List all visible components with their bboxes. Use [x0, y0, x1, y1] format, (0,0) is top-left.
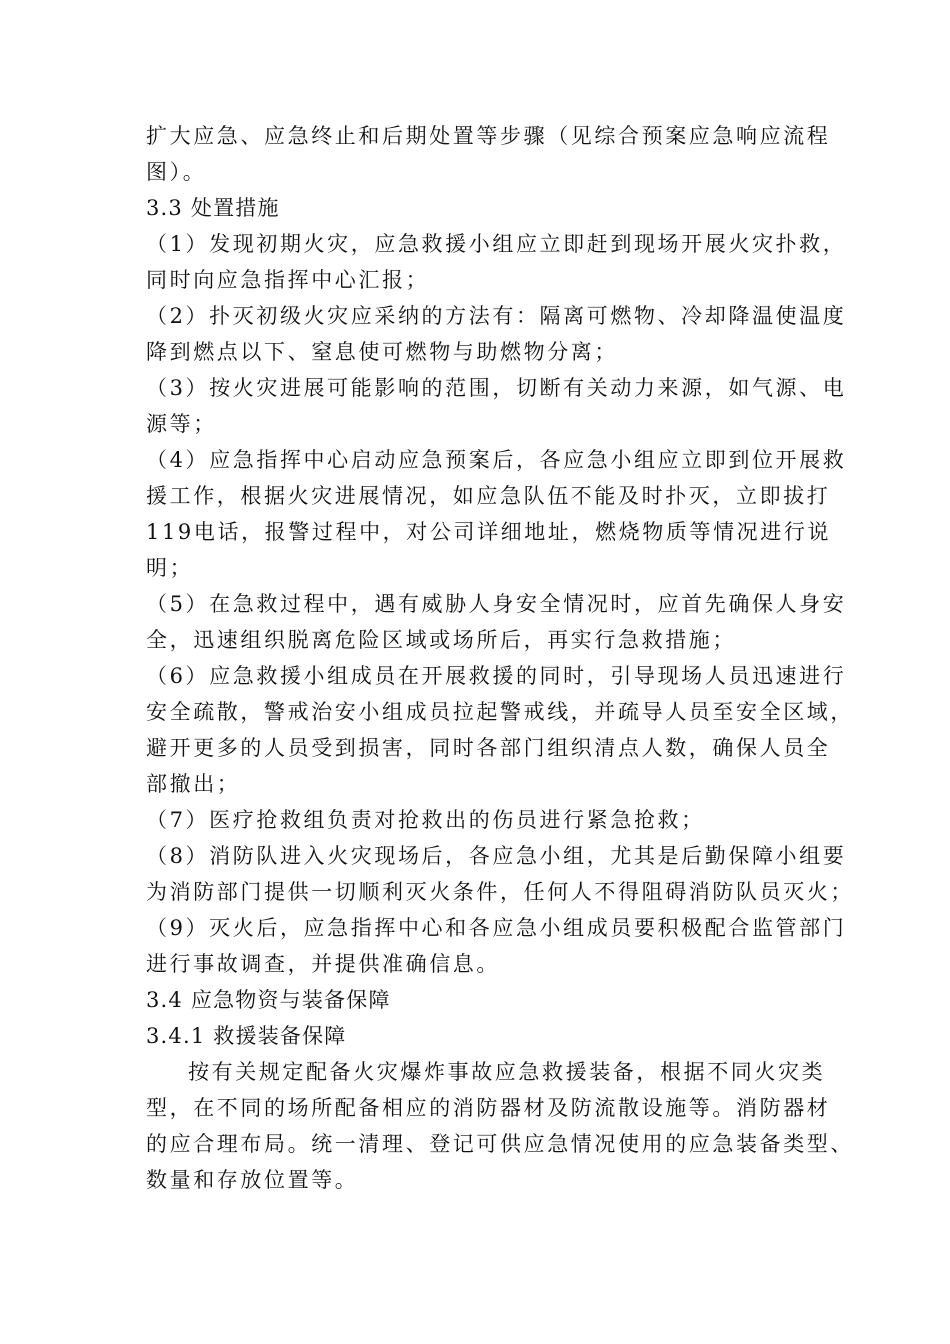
list-item-4-cont: 援工作，根据火灾进展情况，如应急队伍不能及时扑灭，立即拔打 — [146, 484, 831, 508]
paragraph-line: 数量和存放位置等。 — [146, 1168, 359, 1192]
list-item-6: （6）应急救援小组成员在开展救援的同时，引导现场人员迅速进行 — [146, 664, 847, 688]
paragraph-line: 的应合理布局。统一清理、登记可供应急情况使用的应急装备类型、 — [146, 1132, 854, 1156]
paragraph-line: 扩大应急、应急终止和后期处置等步骤（见综合预案应急响应流程 — [146, 124, 831, 148]
section-heading-3-3: 3.3 处置措施 — [146, 196, 280, 220]
list-item-5-cont: 全，迅速组织脱离危险区域或场所后，再实行急救措施； — [146, 628, 736, 652]
list-item-4: （4）应急指挥中心启动应急预案后，各应急小组应立即到位开展救 — [146, 448, 847, 472]
list-item-8-cont: 为消防部门提供一切顺利灭火条件，任何人不得阻碍消防队员灭火； — [146, 880, 854, 904]
list-item-1-cont: 同时向应急指挥中心汇报； — [146, 268, 430, 292]
list-item-9-cont: 进行事故调查，并提供准确信息。 — [146, 952, 500, 976]
list-item-5: （5）在急救过程中，遇有威胁人身安全情况时，应首先确保人身安 — [146, 592, 847, 616]
list-item-6-cont: 避开更多的人员受到损害，同时各部门组织清点人数，确保人员全 — [146, 736, 831, 760]
section-heading-3-4: 3.4 应急物资与装备保障 — [146, 988, 391, 1012]
list-item-7: （7）医疗抢救组负责对抢救出的伤员进行紧急抢救； — [146, 808, 705, 832]
list-item-3-cont: 源等； — [146, 412, 217, 436]
list-item-2: （2）扑灭初级火灾应采纳的方法有：隔离可燃物、冷却降温使温度 — [146, 304, 847, 328]
list-item-6-cont: 安全疏散，警戒治安小组成员拉起警戒线，并疏导人员至安全区域， — [146, 700, 854, 724]
list-item-4-cont: 明； — [146, 556, 194, 580]
list-item-6-cont: 部撤出； — [146, 772, 241, 796]
paragraph-line: 型，在不同的场所配备相应的消防器材及防流散设施等。消防器材 — [146, 1096, 831, 1120]
list-item-2-cont: 降到燃点以下、窒息使可燃物与助燃物分离； — [146, 340, 618, 364]
list-item-9: （9）灭火后，应急指挥中心和各应急小组成员要积极配合监管部门 — [146, 916, 847, 940]
paragraph-line: 图）。 — [146, 160, 207, 184]
list-item-1: （1）发现初期火灾，应急救援小组应立即赶到现场开展火灾扑救， — [146, 232, 847, 256]
list-item-4-cont: 119电话，报警过程中，对公司详细地址，燃烧物质等情况进行说 — [146, 520, 832, 544]
paragraph-line: 按有关规定配备火灾爆炸事故应急救援装备，根据不同火灾类 — [188, 1060, 826, 1084]
list-item-3: （3）按火灾进展可能影响的范围，切断有关动力来源，如气源、电 — [146, 376, 847, 400]
section-heading-3-4-1: 3.4.1 救援装备保障 — [146, 1024, 347, 1048]
list-item-8: （8）消防队进入火灾现场后，各应急小组，尤其是后勤保障小组要 — [146, 844, 847, 868]
